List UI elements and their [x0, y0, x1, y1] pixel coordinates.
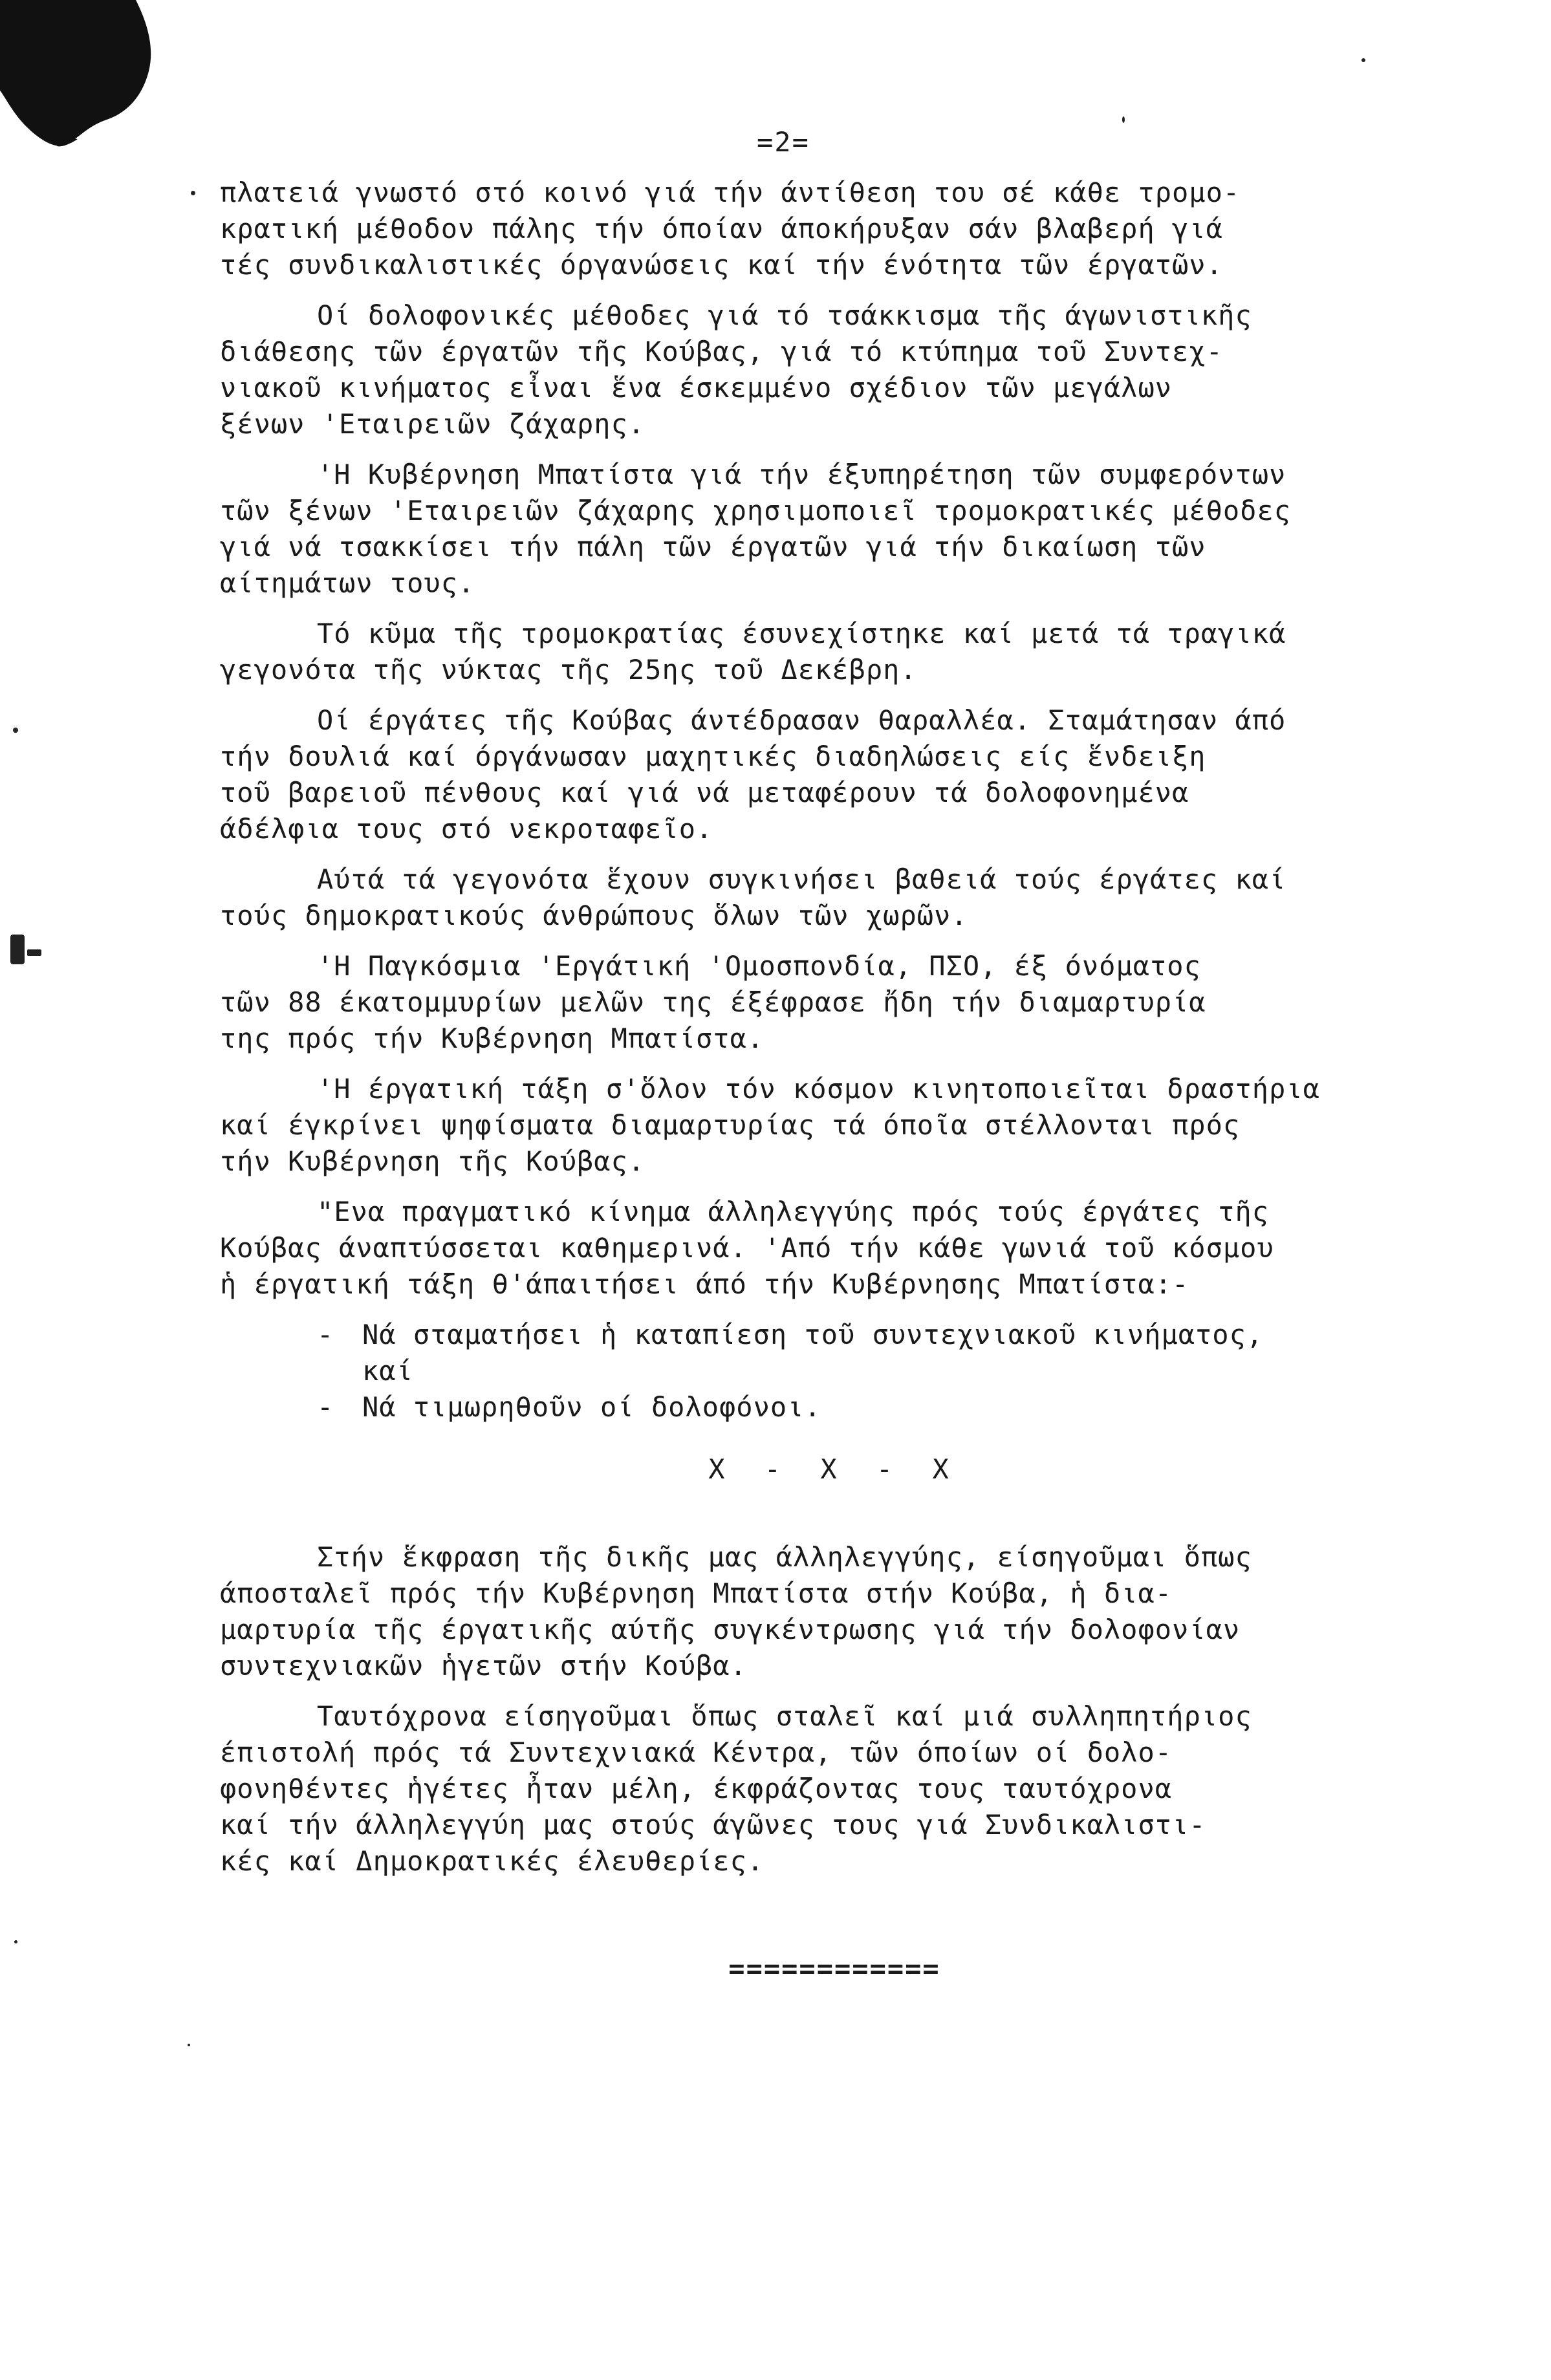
paragraph: 'Η έργατική τάξη σ'ὅλον τόν κόσμον κινητοποιεῖται δραστήρια καί έγκρίνει ψηφίσματα διαμαρτυρίας τά όποῖα στέλλονται πρός τήν Κυβέρνηση τῆς Κούβας. [220, 1073, 1320, 1177]
paragraph: Οί έργάτες τῆς Κούβας άντέδρασαν θαραλλέα. Σταμάτησαν άπό τήν δουλιά καί όργάνωσαν μαχητικές διαδηλώσεις είς ἕνδειξη τοῦ βαρειοῦ πένθους καί γιά νά μεταφέρουν τά δολοφονημένα άδέλφια τους στό νεκροταφεῖο. [220, 704, 1286, 845]
speck-mark [188, 2044, 190, 2046]
demand-item [220, 1317, 1449, 1389]
speck-mark [10, 935, 25, 964]
closing-paragraphs [220, 1539, 1449, 1879]
end-rule: ============ [728, 1953, 940, 1984]
demand-text: Νά τιμωρηθοῦν οί δολοφόνοι. [362, 1391, 821, 1423]
paragraph: "Ενα πραγματικό κίνημα άλληλεγγύης πρός τούς έργάτες τῆς Κούβας άναπτύσσεται καθημερινά. 'Από τήν κάθε γωνιά τοῦ κόσμου ἡ έργατική τάξη θ'άπαιτήσει άπό τήν Κυβέρνησης Μπατίστα:- [220, 1196, 1274, 1300]
speck-mark [1361, 58, 1365, 62]
paragraph: 'Η Κυβέρνηση Μπατίστα γιά τήν έξυπηρέτηση τῶν συμφερόντων τῶν ξένων 'Εταιρειῶν ζάχαρης χρησιμοποιεῖ τρομοκρατικές μέθοδες γιά νά τσακκίσει τήν πάλη τῶν έργατῶν γιά τήν δικαίωση τῶν αίτημάτων τους. [220, 459, 1292, 599]
ink-blot-corner [0, 0, 168, 149]
paragraph: Οί δολοφονικές μέθοδες γιά τό τσάκκισμα τῆς άγωνιστικῆς διάθεσης τῶν έργατῶν τῆς Κούβας, γιά τό κτύπημα τοῦ Συντεχ- νιακοῦ κινήματος εἶναι ἕνα έσκεμμένο σχέδιον τῶν μεγάλων ξένων 'Εταιρειῶν ζάχαρης. [220, 299, 1252, 440]
demands-list [220, 1317, 1449, 1425]
paragraph: Στήν ἕκφραση τῆς δικῆς μας άλληλεγγύης, είσηγοῦμαι ὅπως άποσταλεῖ πρός τήν Κυβέρνηση Μπατίστα στήν Κούβα, ἡ δια- μαρτυρία τῆς έργατικῆς αύτῆς συγκέντρωσης γιά τήν δολοφονίαν συντεχνιακῶν ἡγετῶν στήν Κούβα. [220, 1541, 1252, 1682]
paragraph: Αύτά τά γεγονότα ἕχουν συγκινήσει βαθειά τούς έργάτες καί τούς δημοκρατικούς άνθρώπους ὅλων τῶν χωρῶν. [220, 863, 1286, 931]
paragraph: Ταυτόχρονα είσηγοῦμαι ὅπως σταλεῖ καί μιά συλληπητήριος έπιστολή πρός τά Συντεχνιακά Κέντρα, τῶν όποίων οί δολο- φονηθέντες ἡγέτες ἦταν μέλη, έκφράζοντας τους ταυτόχρονα καί τήν άλληλεγγύη μας στούς άγῶνες τους γιά Συνδικαλιστι- κές καί Δημοκρατικές έλευθερίες. [220, 1700, 1252, 1877]
paragraph: πλατειά γνωστό στό κοινό γιά τήν άντίθεση του σέ κάθε τρομο- κρατική μέθοδον πάλης τήν όποίαν άποκήρυξαν σάν βλαβερή γιά τές συνδικαλιστικές όργανώσεις καί τήν ένότητα τῶν έργατῶν. [220, 177, 1241, 281]
speck-mark [1122, 116, 1125, 123]
speck-mark [13, 728, 18, 733]
speck-mark [191, 191, 195, 195]
section-mark: Χ - Χ - Χ [708, 1453, 960, 1485]
bullet-dash: - [317, 1391, 334, 1423]
demand-text: Νά σταματήσει ἡ καταπίεση τοῦ συντεχνιακοῦ κινήματος, καί [362, 1319, 1264, 1387]
bullet-dash: - [317, 1319, 334, 1350]
paragraph: Τό κῦμα τῆς τρομοκρατίας έσυνεχίστηκε καί μετά τά τραγικά γεγονότα τῆς νύκτας τῆς 25ης τοῦ Δεκέβρη. [220, 618, 1286, 686]
speck-mark [14, 1940, 17, 1943]
page-number: =2= [757, 126, 810, 158]
paragraph: 'Η Παγκόσμια 'Εργάτική 'Ομοσπονδία, ΠΣΟ, έξ όνόματος τῶν 88 έκατομμυρίων μελῶν της έξέφρασε ἤδη τήν διαμαρτυρία της πρός τήν Κυβέρνηση Μπατίστα. [220, 950, 1206, 1054]
paragraphs [220, 175, 1449, 1303]
speck-mark [27, 949, 41, 956]
demand-item [220, 1389, 1449, 1425]
document-body [220, 175, 1449, 2001]
